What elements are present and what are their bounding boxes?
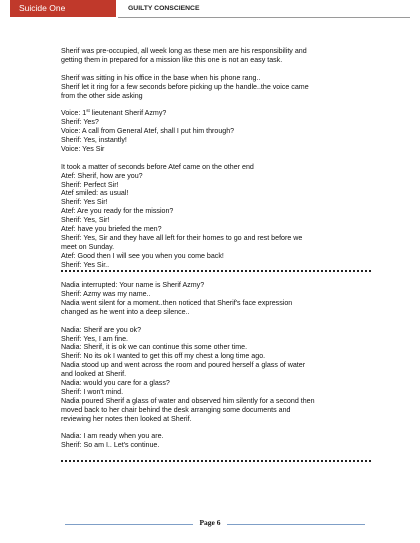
text-line: Voice: Yes Sir: [61, 144, 105, 153]
text-line: Nadia: would you care for a glass?: [61, 379, 170, 388]
text-line: Nadia went silent for a moment..then noticed that Sherif's face expression: [61, 298, 293, 307]
ordinal-suffix: st: [86, 107, 90, 113]
paragraph: [61, 47, 371, 65]
text-line: Sherif: No its ok I wanted to get this off my chest a long time ago.: [61, 352, 266, 361]
text-line: Atef smiled: as usual!: [61, 189, 129, 198]
voice-dialogue: [61, 109, 371, 154]
header-rule: [118, 17, 410, 18]
text-line: from the other side asking: [61, 91, 143, 100]
text-line: moved back to her chair behind the desk arranging some documents and: [61, 405, 291, 414]
text-line: Nadia poured Sherif a glass of water and observed him silently for a second then: [61, 396, 315, 405]
voice-suffix: lieutenant Sherif Azmy?: [89, 109, 167, 118]
text-line: Nadia interrupted: Your name is Sherif Azmy?: [61, 281, 205, 290]
book-title: Suicide One: [10, 0, 116, 17]
text-line: Sherif let it ring for a few seconds before picking up the handle..the voice came: [61, 82, 309, 91]
text-line: [61, 109, 371, 118]
text-line: and looked at Sherif.: [61, 370, 127, 379]
text-line: Sherif: Yes Sir!: [61, 198, 108, 207]
nadia-dialogue: [61, 281, 371, 317]
text-line: meet on Sunday.: [61, 242, 115, 251]
paragraph: [61, 74, 371, 101]
text-line: Nadia: Sherif, it is ok we can continue this some other time.: [61, 343, 248, 352]
text-line: Sherif: I won't mind.: [61, 387, 124, 396]
text-line: Atef: Good then I will see you when you come back!: [61, 251, 224, 260]
text-line: Nadia: Sherif are you ok?: [61, 325, 142, 334]
text-line: reviewing her notes then looked at Sherif.: [61, 414, 192, 423]
text-line: Nadia: I am ready when you are.: [61, 432, 164, 441]
text-line: Sherif: Yes, Sir and they have all left for their homes to go and rest before we: [61, 233, 303, 242]
nadia-dialogue: [61, 432, 371, 450]
text-line: Sherif: Perfect Sir!: [61, 180, 119, 189]
text-line: Sherif: Yes Sir..: [61, 260, 110, 269]
chapter-title: GUILTY CONSCIENCE: [128, 5, 200, 12]
page-content: [61, 47, 371, 471]
page-header: [10, 0, 410, 17]
text-line: changed as he went into a deep silence..: [61, 307, 190, 316]
text-line: Sherif: Azmy was my name..: [61, 290, 151, 299]
text-line: Atef: Are you ready for the mission?: [61, 207, 174, 216]
text-line: getting them in prepared for a mission like this one is not an easy task.: [61, 55, 283, 64]
text-line: Nadia stood up and went across the room and poured herself a glass of water: [61, 361, 306, 370]
text-line: Sherif: Yes, Sir!: [61, 216, 110, 225]
text-line: Sherif was sitting in his office in the base when his phone rang..: [61, 73, 261, 82]
text-line: Sherif: Yes, instantly!: [61, 136, 127, 145]
atef-dialogue: [61, 163, 371, 270]
nadia-dialogue: [61, 326, 371, 424]
page-number-label: Page 6: [193, 518, 226, 527]
text-line: Sherif was pre-occupied, all week long as these men are his responsibility and: [61, 47, 307, 55]
text-line: Atef: Sherif, how are you?: [61, 171, 143, 180]
text-line: Atef: have you briefed the men?: [61, 225, 162, 234]
voice-prefix: Voice: 1: [61, 109, 87, 118]
text-line: Voice: A call from General Atef, shall I put him through?: [61, 127, 235, 136]
text-line: Sherif: So am I.. Let's continue.: [61, 441, 160, 450]
section-divider: [61, 460, 371, 462]
text-line: Sherif: Yes, I am fine.: [61, 334, 129, 343]
text-line: It took a matter of seconds before Atef came on the other end: [61, 162, 254, 171]
page-number: [0, 518, 420, 527]
text-line: Sherif: Yes?: [61, 118, 99, 127]
section-divider: [61, 270, 371, 272]
